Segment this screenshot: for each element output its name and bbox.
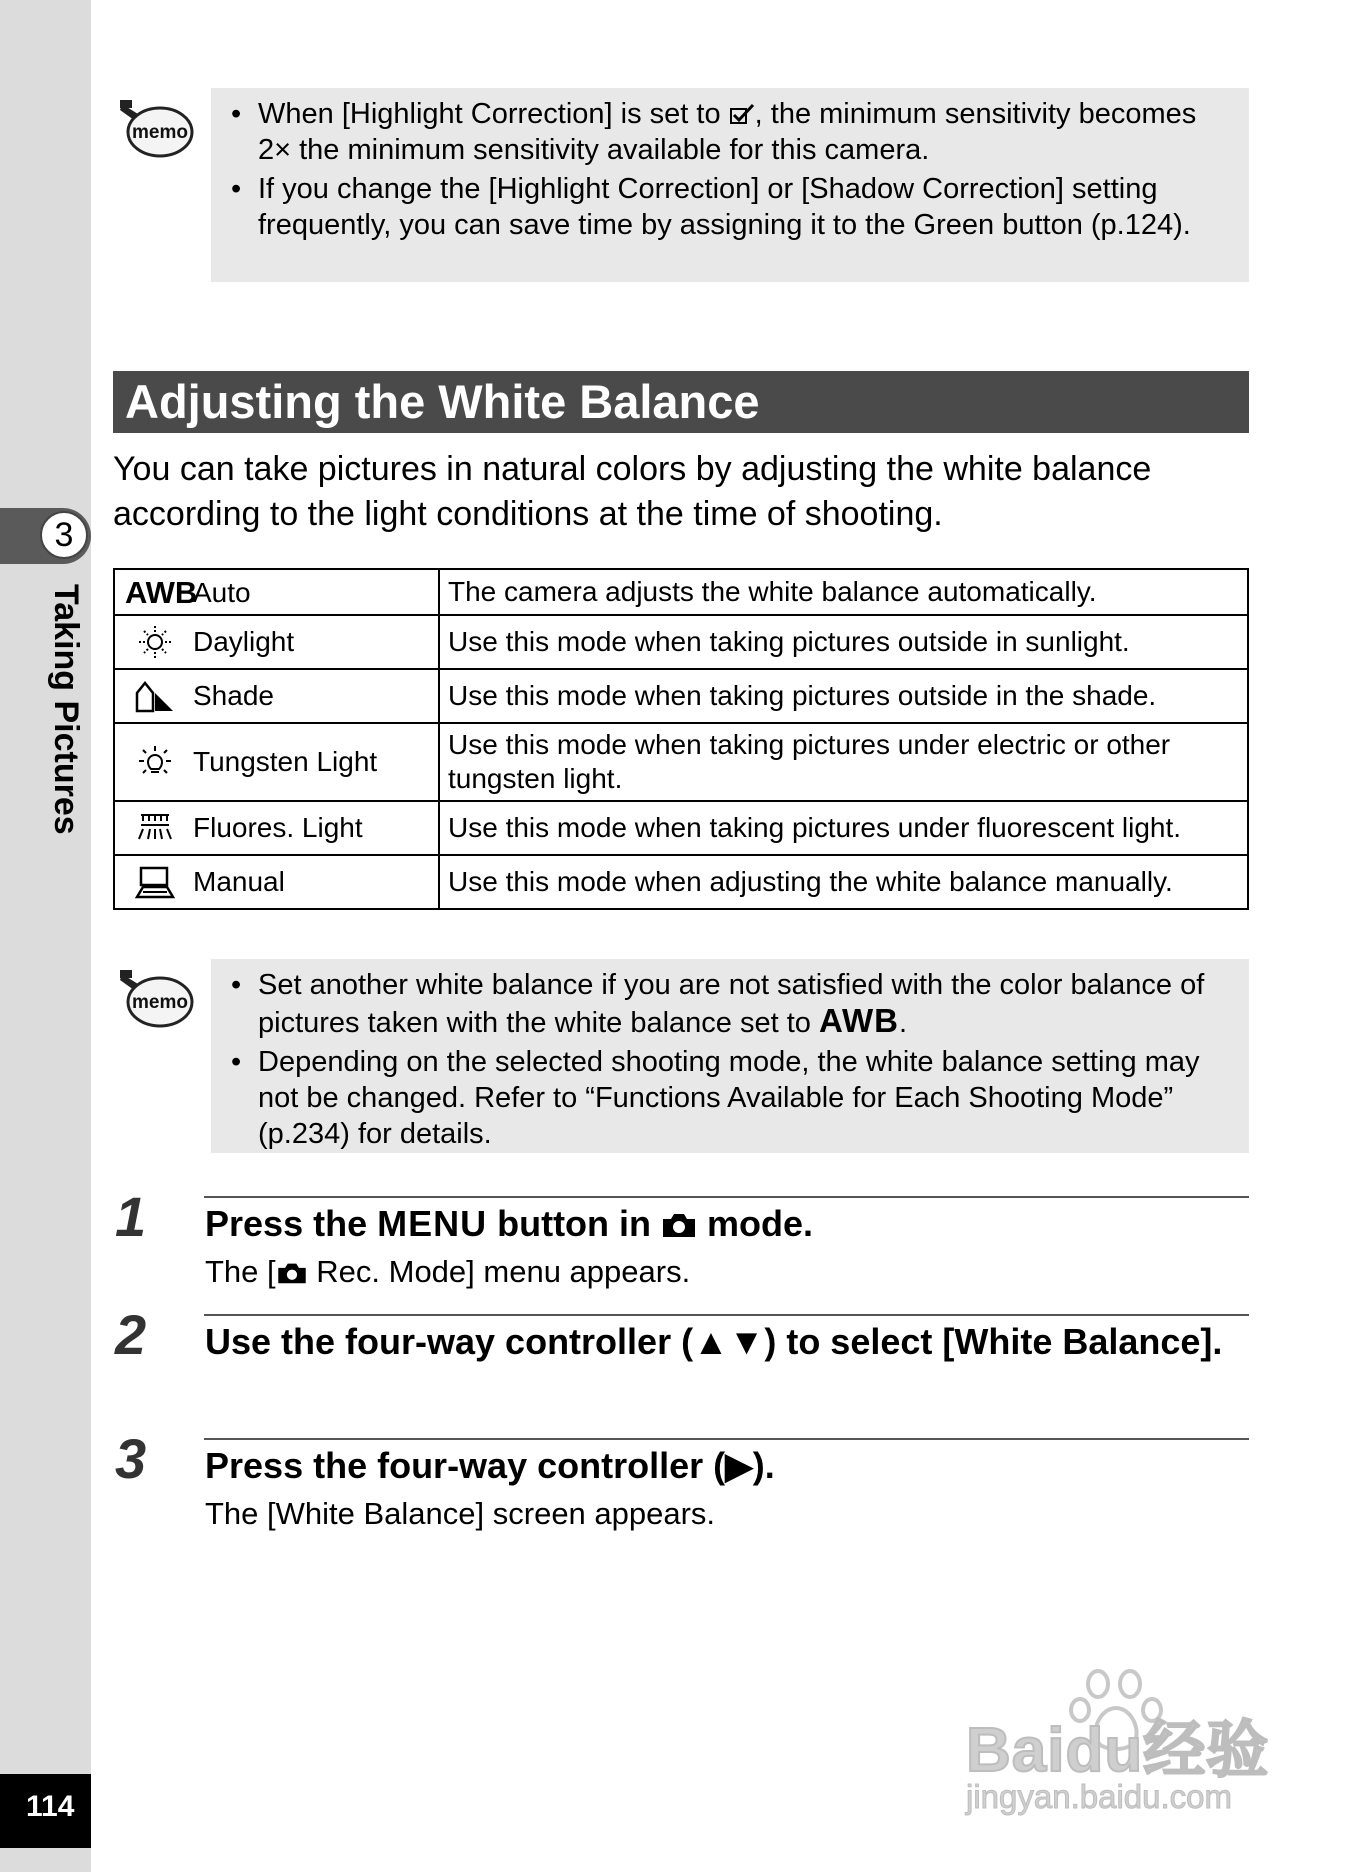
memo-icon <box>116 96 196 160</box>
tungsten-icon <box>133 745 177 779</box>
memo-icon-label: memo <box>132 992 188 1013</box>
table-row <box>114 801 1248 855</box>
step-number: 1 <box>115 1185 147 1248</box>
mode-name: Fluores. Light <box>193 812 363 844</box>
mode-description: Use this mode when taking pictures outside in the shade. <box>439 669 1248 723</box>
fluorescent-icon <box>133 811 177 845</box>
table-row <box>114 569 1248 615</box>
step-1-title: Press the MENU button in mode. <box>205 1203 814 1244</box>
mode-name: Shade <box>193 680 274 712</box>
table-row <box>114 723 1248 801</box>
memo-box-2 <box>211 959 1249 1153</box>
step-divider <box>204 1438 1249 1440</box>
mode-description: Use this mode when taking pictures under fluorescent light. <box>439 801 1248 855</box>
mode-name: Daylight <box>193 626 295 658</box>
step-number: 2 <box>115 1303 147 1366</box>
memo-icon <box>116 966 196 1030</box>
step-3-result: The [White Balance] screen appears. <box>205 1496 716 1531</box>
mode-description: Use this mode when taking pictures under electric or other tungsten light. <box>439 723 1248 801</box>
mode-name: Auto <box>193 576 251 608</box>
section-title: Adjusting the White Balance <box>125 375 760 428</box>
shade-icon <box>133 679 177 713</box>
white-balance-table <box>113 568 1249 910</box>
awb-icon: AWB <box>125 574 198 610</box>
mode-description: Use this mode when taking pictures outside in sunlight. <box>439 615 1248 669</box>
chapter-title: Taking Pictures <box>47 584 85 835</box>
step-3-title: Press the four-way controller (▶). <box>205 1445 775 1486</box>
camera-icon <box>276 1261 308 1285</box>
chapter-number: 3 <box>40 511 88 559</box>
page-number: 114 <box>26 1790 75 1823</box>
menu-button-label: MENU <box>377 1203 488 1244</box>
step-divider <box>204 1196 1249 1198</box>
step-2-title: Use the four-way controller (▲▼) to select [White Balance]. <box>205 1321 1223 1362</box>
memo-box-1 <box>211 88 1249 282</box>
camera-icon <box>661 1211 697 1239</box>
memo2-bullet-1: • Set another white balance if you are not satisfied with the color balance of pictures taken with the white balance set to AWB. <box>258 967 1229 1041</box>
section-intro: You can take pictures in natural colors by adjusting the white balance according to the light conditions at the time of shooting. <box>113 450 1152 533</box>
table-row <box>114 855 1248 909</box>
baidu-watermark-url: jingyan.baidu.com <box>966 1778 1232 1815</box>
awb-icon: AWB <box>818 1002 899 1039</box>
mode-description: Use this mode when adjusting the white balance manually. <box>439 855 1248 909</box>
table-row <box>114 615 1248 669</box>
memo1-bullet-1: • When [Highlight Correction] is set to , the minimum sensitivity becomes 2× the minimum sensitivity available for this camera. <box>258 96 1229 168</box>
mode-name: Tungsten Light <box>193 746 378 778</box>
manual-icon <box>133 865 177 899</box>
memo2-bullet-2: • Depending on the selected shooting mode, the white balance setting may not be changed. Refer to “Functions Available for Each Shooting Mode” (p.234) for details. <box>258 1044 1229 1152</box>
memo1-bullet-2: • If you change the [Highlight Correction] or [Shadow Correction] setting frequently, you can save time by assigning it to the Green button (p.124). <box>258 171 1229 243</box>
step-number: 3 <box>115 1427 147 1490</box>
step-divider <box>204 1314 1249 1316</box>
mode-description: The camera adjusts the white balance automatically. <box>439 569 1248 615</box>
step-1-result: The [ Rec. Mode] menu appears. <box>205 1254 691 1289</box>
memo-icon-label: memo <box>132 122 188 143</box>
mode-name: Manual <box>193 866 285 898</box>
table-row <box>114 669 1248 723</box>
checkbox-icon <box>729 103 755 125</box>
daylight-icon <box>133 625 177 659</box>
baidu-watermark-text: Baidu经验 <box>966 1716 1270 1785</box>
